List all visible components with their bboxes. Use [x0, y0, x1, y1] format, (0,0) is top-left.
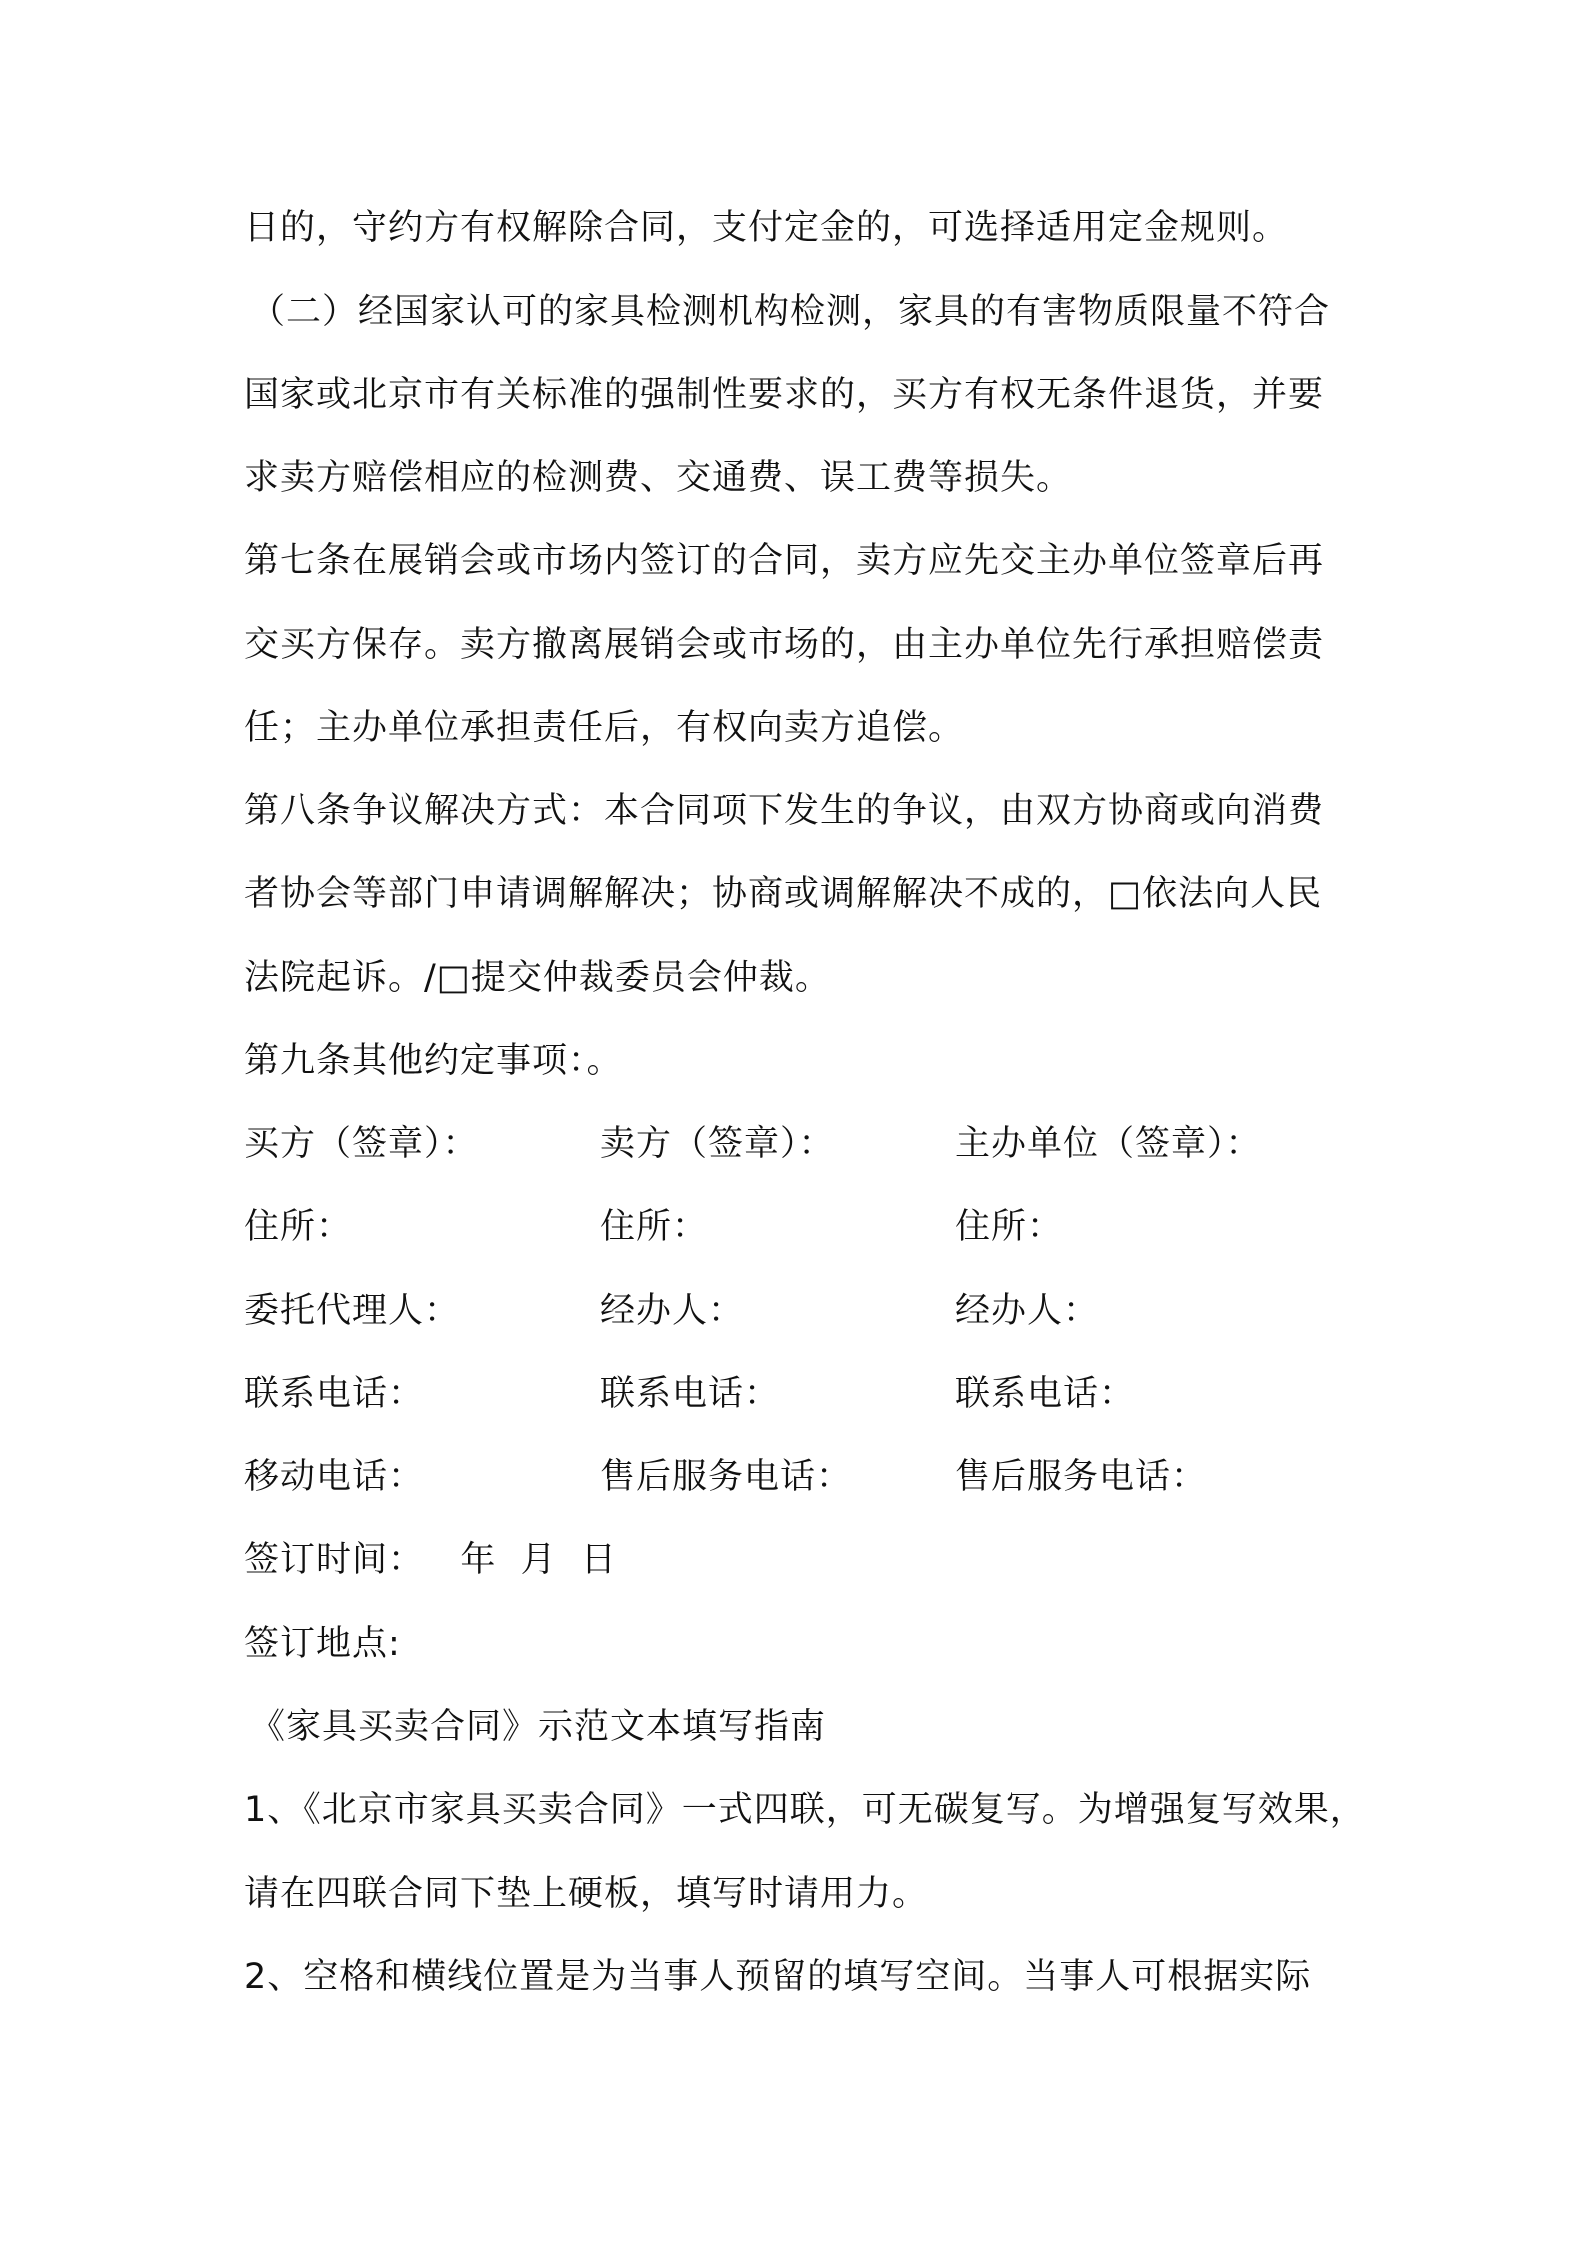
seller-address-label: 住所： [600, 1207, 709, 1247]
buyer-address-label: 住所： [244, 1207, 353, 1247]
organizer-phone-label: 联系电话： [955, 1374, 1136, 1414]
article-8-line: 者协会等部门申请调解解决；协商或调解解决不成的，□依法向人民 [244, 874, 1323, 914]
paragraph-line: 日的，守约方有权解除合同，支付定金的，可选择适用定金规则。 [244, 208, 1289, 248]
signing-place: 签订地点: [244, 1624, 401, 1664]
article-8-line: 第八条争议解决方式：本合同项下发生的争议，由双方协商或向消费 [244, 791, 1325, 831]
organizer-service-phone-label: 售后服务电话： [955, 1457, 1208, 1497]
buyer-agent-label: 委托代理人： [244, 1291, 461, 1331]
paragraph-line: （二）经国家认可的家具检测机构检测，家具的有害物质限量不符合 [250, 292, 1331, 332]
seller-service-phone-label: 售后服务电话： [600, 1457, 853, 1497]
organizer-seal-label: 主办单位（签章）： [955, 1124, 1262, 1164]
paragraph-line: 求卖方赔偿相应的检测费、交通费、误工费等损失。 [244, 458, 1073, 498]
seller-handler-label: 经办人： [600, 1291, 745, 1331]
buyer-phone-label: 联系电话： [244, 1374, 425, 1414]
organizer-address-label: 住所： [955, 1207, 1064, 1247]
article-8-line: 法院起诉。/□提交仲裁委员会仲裁。 [244, 958, 831, 998]
seller-seal-label: 卖方（签章）： [600, 1124, 835, 1164]
paragraph-line: 国家或北京市有关标准的强制性要求的，买方有权无条件退货，并要 [244, 375, 1325, 415]
guide-title: 《家具买卖合同》示范文本填写指南 [250, 1707, 827, 1747]
guide-line: 请在四联合同下垫上硬板，填写时请用力。 [244, 1874, 929, 1914]
guide-line: 2、空格和横线位置是为当事人预留的填写空间。当事人可根据实际 [244, 1957, 1312, 1997]
buyer-mobile-label: 移动电话： [244, 1457, 425, 1497]
buyer-seal-label: 买方（签章）： [244, 1124, 479, 1164]
article-9-line: 第九条其他约定事项：。 [244, 1041, 623, 1081]
signing-time: 签订时间： 年 月 日 [244, 1540, 617, 1580]
article-7-line: 任；主办单位承担责任后，有权向卖方追偿。 [244, 708, 965, 748]
organizer-handler-label: 经办人： [955, 1291, 1100, 1331]
article-7-line: 第七条在展销会或市场内签订的合同，卖方应先交主办单位签章后再 [244, 541, 1325, 581]
article-7-line: 交买方保存。卖方撤离展销会或市场的，由主办单位先行承担赔偿责 [244, 625, 1325, 665]
seller-phone-label: 联系电话： [600, 1374, 781, 1414]
guide-line: 1、《北京市家具买卖合同》一式四联，可无碳复写。为增强复写效果， [244, 1790, 1366, 1830]
